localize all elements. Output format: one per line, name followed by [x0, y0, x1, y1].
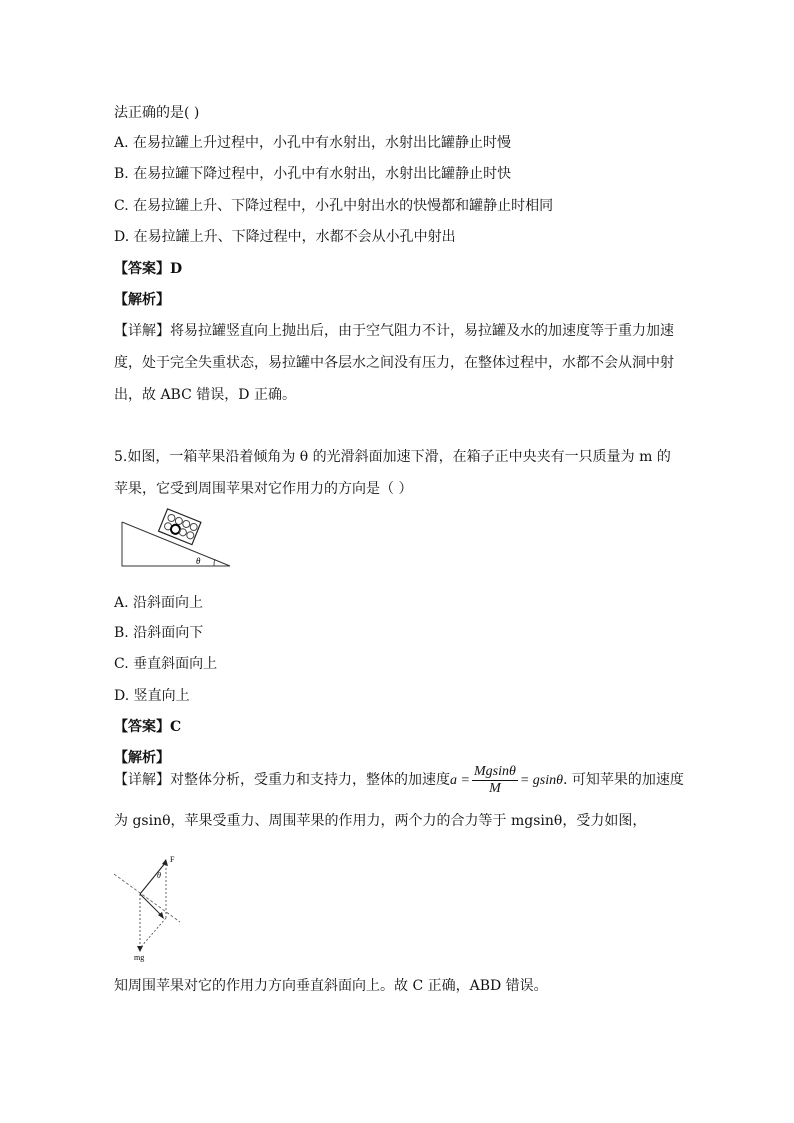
q5-option-b: B. 沿斜面向下	[114, 625, 204, 641]
force-diagram	[110, 850, 190, 962]
q4-option-d: D. 在易拉罐上升、下降过程中，水都不会从小孔中射出	[114, 229, 456, 245]
q5-option-c: C. 垂直斜面向上	[114, 656, 218, 672]
q5-detail-part2: . 可知苹果的加速度为 gsinθ，苹果受重力、周围苹果的作用力，两个力的合力等于 mgsinθ，受力如图，	[114, 772, 684, 829]
q4-option-c: C. 在易拉罐上升、下降过程中，小孔中射出水的快慢都和罐静止时相同	[114, 198, 554, 214]
q5-detail-part1: 【详解】对整体分析，受重力和支持力，整体的加速度	[114, 772, 450, 788]
formula-denominator: M	[489, 780, 501, 796]
incline-dashed-line	[114, 874, 180, 922]
q4-analysis-heading: 【解析】	[114, 292, 170, 308]
f-vector	[140, 862, 166, 894]
q4-option-b: B. 在易拉罐下降过程中，小孔中有水射出，水射出比罐静止时快	[114, 166, 512, 182]
formula-rhs: = gsinθ	[519, 773, 564, 788]
q5-detail	[114, 760, 684, 841]
q5-stem: 5.如图，一箱苹果沿着倾角为 θ 的光滑斜面加速下滑，在箱子正中央夹有一只质量为 m 的苹果，它受到周围苹果对它作用力的方向是（ ）	[114, 449, 671, 497]
q4-detail: 【详解】将易拉罐竖直向上抛出后，由于空气阻力不计，易拉罐及水的加速度等于重力加速度，处于完全失重状态，易拉罐中各层水之间没有压力，在整体过程中，水都不会从洞中射出，故 ABC 错误，D 正确。	[114, 323, 674, 403]
formula-lhs: a =	[450, 773, 470, 788]
f-label: F	[170, 855, 175, 864]
theta-force-label: θ	[157, 871, 161, 880]
resultant-vector	[140, 894, 162, 916]
formula-numerator: Mgsinθ	[473, 763, 516, 779]
theta-label: θ	[196, 556, 201, 566]
q4-stem-tail: 法正确的是( )	[114, 105, 200, 121]
q5-analysis-heading: 【解析】	[114, 750, 170, 766]
q5-option-d: D. 竖直向上	[114, 688, 190, 704]
incline-figure	[118, 508, 234, 570]
q4-option-a: A. 在易拉罐上升过程中，小孔中有水射出，水射出比罐静止时慢	[114, 135, 512, 151]
q5-answer: 【答案】C	[114, 719, 182, 735]
q4-answer: 【答案】D	[114, 261, 183, 277]
mg-label: mg	[134, 953, 145, 962]
formula-fraction	[472, 764, 518, 797]
q5-option-a: A. 沿斜面向上	[114, 595, 204, 611]
q5-conclusion: 知周围苹果对它的作用力方向垂直斜面向上。故 C 正确，ABD 错误。	[114, 978, 548, 994]
